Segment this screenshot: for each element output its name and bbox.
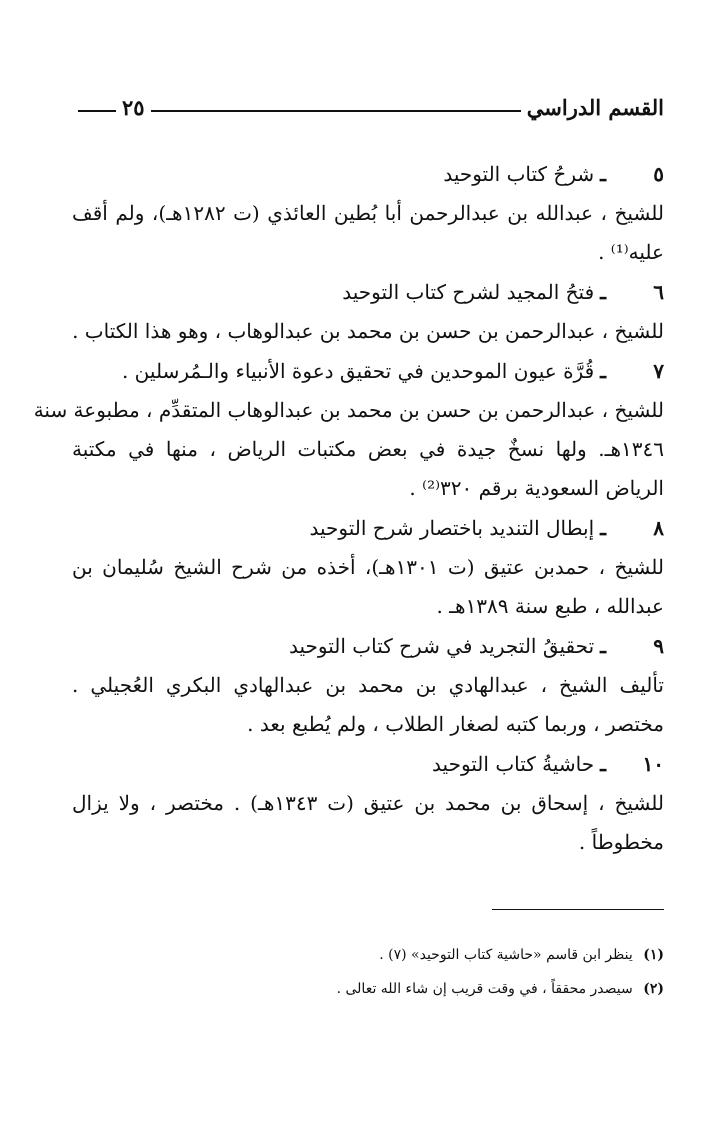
entry <box>72 508 664 626</box>
entry-heading <box>72 351 664 391</box>
entry-line: عليه⁽¹⁾ . <box>598 240 664 264</box>
footnote <box>72 938 664 972</box>
entry-heading <box>72 626 664 666</box>
entry <box>72 626 664 744</box>
entry-line: للشيخ ، عبدالرحمن بن حسن بن محمد بن عبدالوهاب المتقدِّم ، مطبوعة سنة <box>33 398 664 422</box>
entry-line: تأليف الشيخ ، عبدالهادي بن محمد بن عبدالهادي البكري العُجيلي . <box>72 673 664 697</box>
entry-line: للشيخ ، عبدالله بن عبدالرحمن أبا بُطين العائذي (ت ١٢٨٢هـ)، ولم أقف <box>72 201 665 225</box>
entry-line: مخطوطاً . <box>578 830 664 854</box>
footnote <box>72 972 664 1006</box>
entry-line: ١٣٤٦هـ. ولها نسخٌ جيدة في بعض مكتبات الرياض ، منها في مكتبة <box>72 437 664 461</box>
entry-heading <box>72 508 664 548</box>
footnote-text: ينظر ابن قاسم «حاشية كتاب التوحيد» (٧) . <box>379 947 633 963</box>
entry-line: للشيخ ، إسحاق بن محمد بن عتيق (ت ١٣٤٣هـ) . مختصر ، ولا يزال <box>72 791 664 815</box>
entry <box>33 351 664 508</box>
footnotes <box>72 938 664 1006</box>
entry-heading <box>72 744 664 784</box>
entry-number: ٦ <box>653 280 664 304</box>
footnote-text: سيصدر محققاً ، في وقت قريب إن شاء الله تعالى . <box>336 981 633 997</box>
footnote-mark: (١) <box>643 947 664 963</box>
running-header <box>78 84 664 120</box>
entry-heading <box>72 154 664 194</box>
entry-line: عبدالله ، طبع سنة ١٣٨٩هـ . <box>436 594 664 618</box>
entry-line: مختصر ، وربما كتبه لصغار الطلاب ، ولم يُطبع بعد . <box>247 712 664 736</box>
entry-line: الرياض السعودية برقم ٣٢٠⁽²⁾ . <box>409 476 664 500</box>
entry-line: للشيخ ، حمدبن عتيق (ت ١٣٠١هـ)، أخذه من شرح الشيخ سُليمان بن <box>72 555 664 579</box>
entry-title: قُرَّة عيون الموحدين في تحقيق دعوة الأنبياء والـمُرسلين . <box>121 359 595 383</box>
entry-title: تحقيقُ التجريد في شرح كتاب التوحيد <box>289 634 595 658</box>
entry-dash: ـ <box>600 280 606 304</box>
page-number: ٢٥ <box>122 95 145 120</box>
entry-number: ٩ <box>653 634 664 658</box>
entry-dash: ـ <box>600 752 606 776</box>
entry-dash: ـ <box>600 634 606 658</box>
page-number-dash <box>78 110 116 112</box>
entries-list <box>33 154 665 862</box>
footnote-mark: (٢) <box>643 981 664 997</box>
entry-number: ٨ <box>653 516 664 540</box>
header-title: القسم الدراسي <box>526 95 664 120</box>
entry-number: ١٠ <box>642 752 664 776</box>
entry-number: ٥ <box>653 162 664 186</box>
entry-dash: ـ <box>600 162 606 186</box>
entry-heading <box>72 272 664 312</box>
entry-line: للشيخ ، عبدالرحمن بن حسن بن محمد بن عبدالوهاب ، وهو هذا الكتاب . <box>72 319 664 343</box>
entry-title: حاشيةُ كتاب التوحيد <box>432 752 595 776</box>
entry-title: إبطال التنديد باختصار شرح التوحيد <box>309 516 595 540</box>
entry <box>72 154 664 272</box>
entry-dash: ـ <box>600 359 606 383</box>
entry-number: ٧ <box>653 359 664 383</box>
entry-dash: ـ <box>600 516 606 540</box>
entry <box>72 744 664 862</box>
footnote-separator <box>492 909 664 910</box>
header-rule <box>151 110 521 112</box>
entry-title: فتحُ المجيد لشرح كتاب التوحيد <box>342 280 595 304</box>
entry-title: شرحُ كتاب التوحيد <box>443 162 595 186</box>
entry <box>72 272 664 351</box>
